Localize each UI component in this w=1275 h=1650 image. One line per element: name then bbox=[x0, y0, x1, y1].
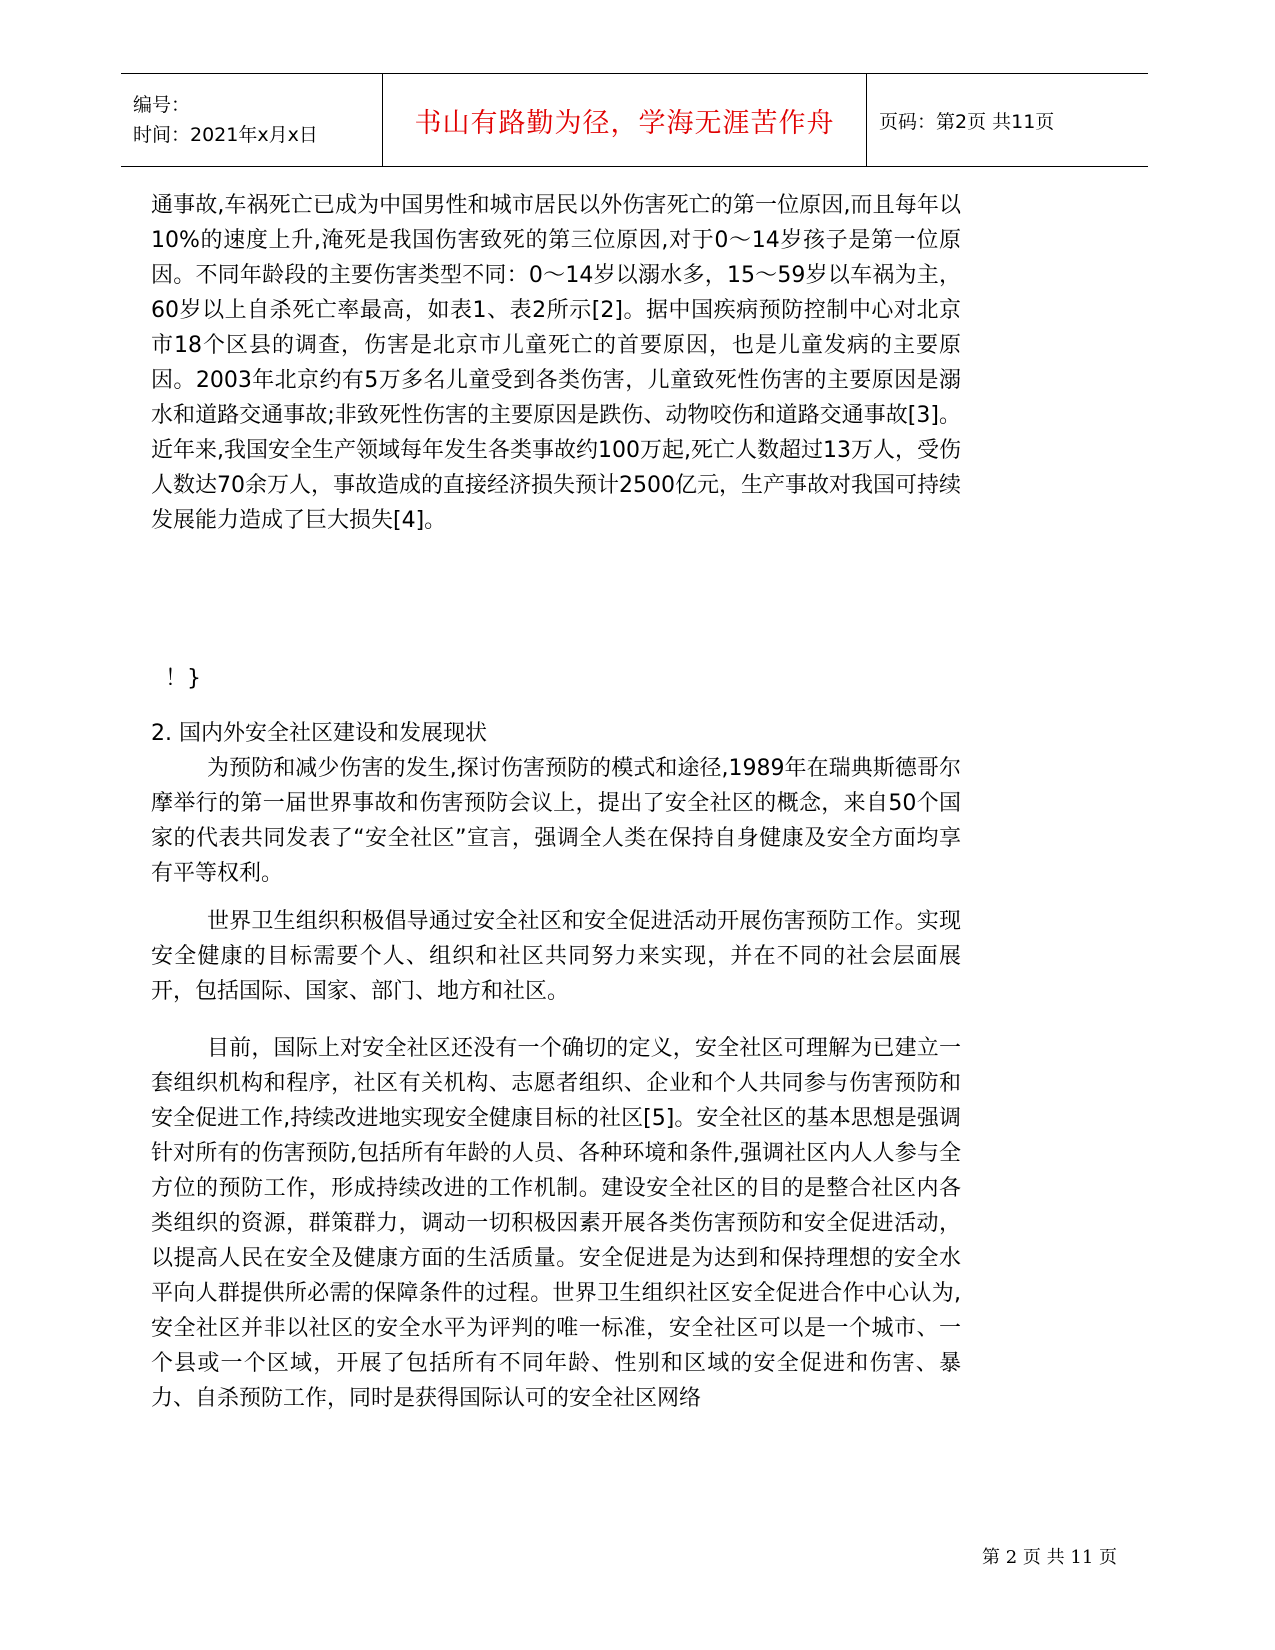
paragraph-1-block bbox=[151, 188, 961, 538]
page-header bbox=[121, 73, 1148, 167]
page-footer: 第 2 页 共 11 页 bbox=[982, 1547, 1117, 1568]
paragraph-1: 通事故,车祸死亡已成为中国男性和城市居民以外伤害死亡的第一位原因,而且每年以10%的速度上升,淹死是我国伤害致死的第三位原因,对于0～14岁孩子是第一位原因。不同年龄段的主要伤害类型不同：0～14岁以溺水多，15～59岁以车祸为主，60岁以上自杀死亡率最高，如表1、表2所示[2]。据中国疾病预防控制中心对北京市18个区县的调查，伤害是北京市儿童死亡的首要原因，也是儿童发病的主要原因。2003年北京约有5万多名儿童受到各类伤害，儿童致死性伤害的主要原因是溺水和道路交通事故;非致死性伤害的主要原因是跌伤、动物咬伤和道路交通事故[3]。近年来,我国安全生产领域每年发生各类事故约100万起,死亡人数超过13万人，受伤人数达70余万人，事故造成的直接经济损失预计2500亿元，生产事故对我国可持续发展能力造成了巨大损失[4]。 bbox=[151, 193, 961, 533]
time-label: 时间：2021年x月x日 bbox=[133, 124, 318, 146]
paragraph-4-block bbox=[151, 1031, 961, 1416]
paragraph-2-block bbox=[151, 751, 961, 891]
paragraph-4: 目前，国际上对安全社区还没有一个确切的定义，安全社区可理解为已建立一套组织机构和程序，社区有关机构、志愿者组织、企业和个人共同参与伤害预防和安全促进工作,持续改进地实现安全健康目标的社区[5]。安全社区的基本思想是强调针对所有的伤害预防,包括所有年龄的人员、各种环境和条件,强调社区内人人参与全方位的预防工作，形成持续改进的工作机制。建设安全社区的目的是整合社区内各类组织的资源，群策群力，调动一切积极因素开展各类伤害预防和安全促进活动，以提高人民在安全及健康方面的生活质量。安全促进是为达到和保持理想的安全水平向人群提供所必需的保障条件的过程。世界卫生组织社区安全促进合作中心认为,安全社区并非以社区的安全水平为评判的唯一标准，安全社区可以是一个城市、一个县或一个区域，开展了包括所有不同年龄、性别和区域的安全促进和伤害、暴力、自杀预防工作，同时是获得国际认可的安全社区网络 bbox=[151, 1036, 961, 1411]
paragraph-2: 为预防和减少伤害的发生,探讨伤害预防的模式和途径,1989年在瑞典斯德哥尔摩举行的第一届世界事故和伤害预防会议上，提出了安全社区的概念，来自50个国家的代表共同发表了“安全社区”宣言，强调全人类在保持自身健康及安全方面均享有平等权利。 bbox=[151, 756, 961, 886]
paragraph-3-block bbox=[151, 904, 961, 1009]
number-label: 编号： bbox=[133, 94, 191, 116]
header-motto: 书山有路勤为径，学海无涯苦作舟 bbox=[383, 74, 867, 166]
paragraph-3: 世界卫生组织积极倡导通过安全社区和安全促进活动开展伤害预防工作。实现安全健康的目标需要个人、组织和社区共同努力来实现，并在不同的社会层面展开，包括国际、国家、部门、地方和社区。 bbox=[151, 909, 961, 1004]
header-page-code: 页码：第2页 共11页 bbox=[879, 110, 1055, 133]
header-meta-cell bbox=[121, 74, 383, 166]
section-heading: 2. 国内外安全社区建设和发展现状 bbox=[151, 721, 487, 746]
stray-characters: ！} bbox=[165, 666, 201, 691]
